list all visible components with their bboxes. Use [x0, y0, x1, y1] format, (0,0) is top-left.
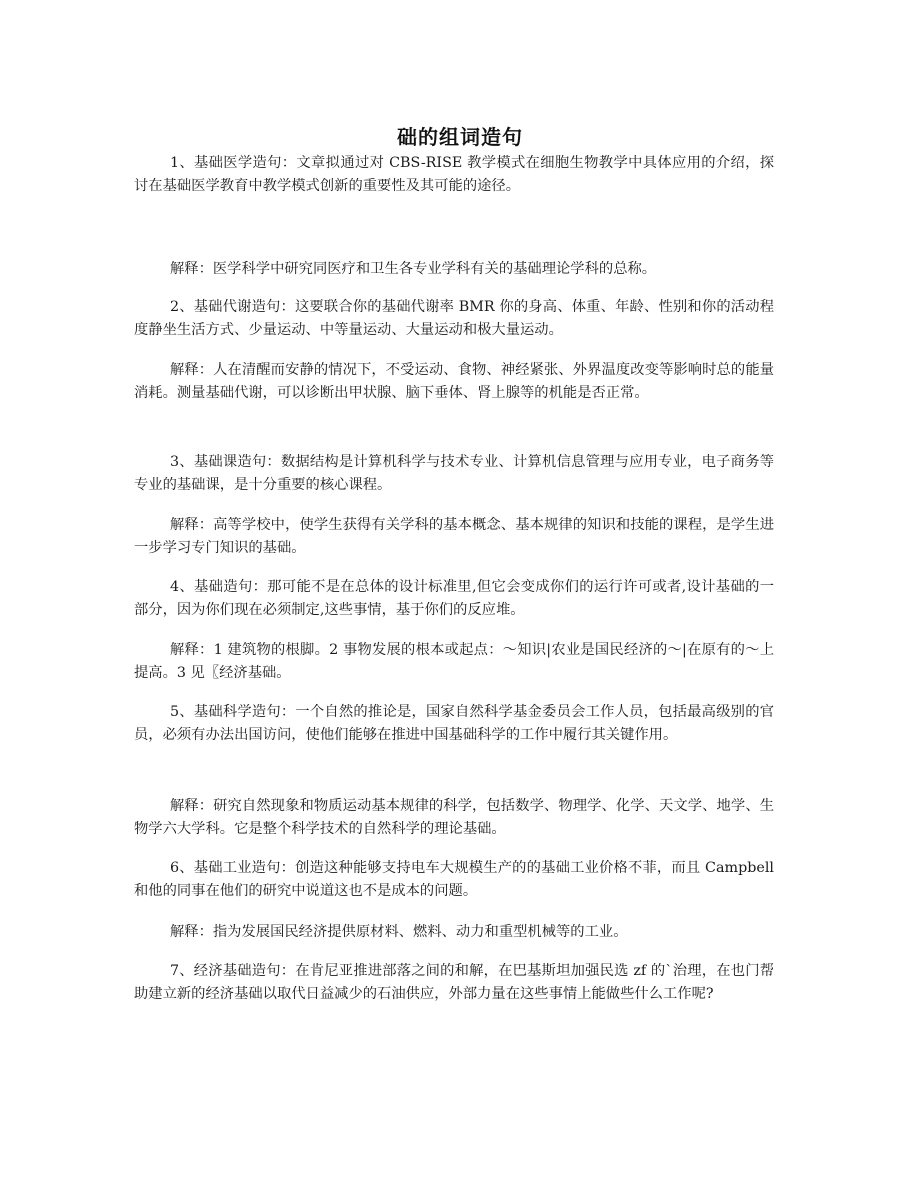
paragraph-example-3: 3、基础课造句：数据结构是计算机科学与技术专业、计算机信息管理与应用专业，电子商务等专业的基础课，是十分重要的核心课程。: [134, 454, 774, 493]
paragraph-explanation-3: 解释：高等学校中，使学生获得有关学科的基本概念、基本规律的知识和技能的课程，是学生进一步学习专门知识的基础。: [134, 517, 774, 556]
paragraph-example-4: 4、基础造句：那可能不是在总体的设计标准里,但它会变成你们的运行许可或者,设计基础的一部分，因为你们现在必须制定,这些事情，基于你们的反应堆。: [134, 579, 774, 618]
page-title: 础的组词造句: [397, 125, 523, 150]
paragraph-example-6: 6、基础工业造句：创造这种能够支持电车大规模生产的的基础工业价格不菲，而且 Campbell 和他的同事在他们的研究中说道这也不是成本的问题。: [134, 860, 774, 899]
paragraph-explanation-4: 解释：1 建筑物的根脚。2 事物发展的根本或起点：～知识|农业是国民经济的～|在原有的～上提高。3 见〖经济基础。: [134, 642, 774, 681]
paragraph-explanation-5: 解释：研究自然现象和物质运动基本规律的科学，包括数学、物理学、化学、天文学、地学、生物学六大学科。它是整个科学技术的自然科学的理论基础。: [134, 798, 774, 837]
paragraph-example-5: 5、基础科学造句：一个自然的推论是，国家自然科学基金委员会工作人员，包括最高级别的官员，必须有办法出国访问，使他们能够在推进中国基础科学的工作中履行其关键作用。: [134, 704, 774, 743]
paragraph-explanation-1: 解释：医学科学中研究同医疗和卫生各专业学科有关的基础理论学科的总称。: [170, 261, 657, 277]
paragraph-example-7: 7、经济基础造句：在肯尼亚推进部落之间的和解，在巴基斯坦加强民选 zf 的`治理，在也门帮助建立新的经济基础以取代日益减少的石油供应，外部力量在这些事情上能做些什么工作呢?: [134, 963, 774, 1002]
paragraph-example-1: 1、基础医学造句：文章拟通过对 CBS-RISE 教学模式在细胞生物教学中具体应用的介绍，探讨在基础医学教育中教学模式创新的重要性及其可能的途径。: [134, 155, 774, 194]
paragraph-explanation-6: 解释：指为发展国民经济提供原材料、燃料、动力和重型机械等的工业。: [170, 924, 628, 940]
paragraph-example-2: 2、基础代谢造句：这要联合你的基础代谢率 BMR 你的身高、体重、年龄、性别和你的活动程度静坐生活方式、少量运动、中等量运动、大量运动和极大量运动。: [134, 299, 774, 338]
paragraph-explanation-2: 解释：人在清醒而安静的情况下，不受运动、食物、神经紧张、外界温度改变等影响时总的能量消耗。测量基础代谢，可以诊断出甲状腺、脑下垂体、肾上腺等的机能是否正常。: [134, 362, 774, 401]
